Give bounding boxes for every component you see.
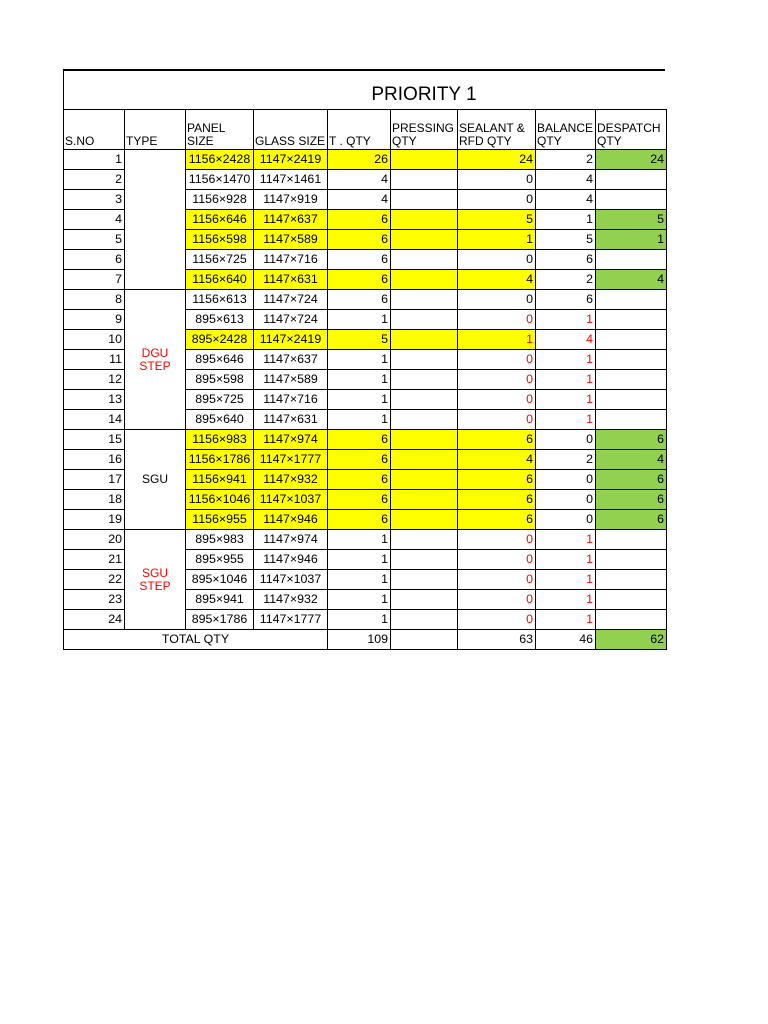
total-sealant: 63 [458, 630, 536, 650]
cell-sealant-qty: 0 [458, 610, 536, 630]
cell-despatch-qty [596, 190, 667, 210]
cell-balance-qty: 1 [536, 590, 596, 610]
cell-balance-qty: 2 [536, 270, 596, 290]
cell-pressing-qty [391, 250, 458, 270]
cell-sealant-qty: 0 [458, 530, 536, 550]
cell-despatch-qty [596, 370, 667, 390]
cell-total-qty: 1 [328, 410, 391, 430]
cell-glass-size: 1147×724 [254, 310, 328, 330]
cell-glass-size: 1147×946 [254, 550, 328, 570]
cell-total-qty: 6 [328, 250, 391, 270]
cell-sno: 22 [64, 570, 125, 590]
cell-sealant-qty: 0 [458, 550, 536, 570]
cell-total-qty: 1 [328, 530, 391, 550]
cell-pressing-qty [391, 190, 458, 210]
cell-panel-size: 895×725 [186, 390, 254, 410]
cell-balance-qty: 2 [536, 150, 596, 170]
cell-despatch-qty: 5 [596, 210, 667, 230]
cell-glass-size: 1147×932 [254, 470, 328, 490]
cell-glass-size: 1147×919 [254, 190, 328, 210]
cell-despatch-qty: 4 [596, 450, 667, 470]
cell-panel-size: 895×598 [186, 370, 254, 390]
cell-glass-size: 1147×2419 [254, 150, 328, 170]
cell-balance-qty: 5 [536, 230, 596, 250]
cell-glass-size: 1147×631 [254, 410, 328, 430]
cell-total-qty: 1 [328, 390, 391, 410]
cell-glass-size: 1147×974 [254, 530, 328, 550]
cell-total-qty: 6 [328, 230, 391, 250]
cell-glass-size: 1147×637 [254, 210, 328, 230]
cell-panel-size: 1156×725 [186, 250, 254, 270]
total-despatch: 62 [596, 630, 667, 650]
cell-sno: 16 [64, 450, 125, 470]
cell-balance-qty: 1 [536, 410, 596, 430]
cell-sealant-qty: 6 [458, 490, 536, 510]
cell-total-qty: 1 [328, 590, 391, 610]
cell-balance-qty: 1 [536, 530, 596, 550]
cell-panel-size: 895×955 [186, 550, 254, 570]
cell-pressing-qty [391, 410, 458, 430]
cell-total-qty: 4 [328, 190, 391, 210]
cell-despatch-qty [596, 530, 667, 550]
cell-glass-size: 1147×589 [254, 370, 328, 390]
cell-sno: 4 [64, 210, 125, 230]
cell-pressing-qty [391, 370, 458, 390]
cell-total-qty: 6 [328, 430, 391, 450]
cell-pressing-qty [391, 530, 458, 550]
cell-glass-size: 1147×1037 [254, 570, 328, 590]
cell-glass-size: 1147×631 [254, 270, 328, 290]
cell-balance-qty: 4 [536, 170, 596, 190]
cell-sno: 11 [64, 350, 125, 370]
cell-panel-size: 895×1786 [186, 610, 254, 630]
cell-balance-qty: 1 [536, 570, 596, 590]
cell-panel-size: 1156×1786 [186, 450, 254, 470]
cell-glass-size: 1147×932 [254, 590, 328, 610]
cell-balance-qty: 1 [536, 390, 596, 410]
cell-pressing-qty [391, 230, 458, 250]
cell-despatch-qty [596, 590, 667, 610]
total-row [64, 630, 667, 650]
cell-sno: 17 [64, 470, 125, 490]
total-pressing [391, 630, 458, 650]
cell-despatch-qty: 6 [596, 490, 667, 510]
cell-panel-size: 1156×941 [186, 470, 254, 490]
cell-sno: 18 [64, 490, 125, 510]
cell-despatch-qty [596, 410, 667, 430]
cell-panel-size: 1156×598 [186, 230, 254, 250]
cell-panel-size: 1156×983 [186, 430, 254, 450]
cell-glass-size: 1147×637 [254, 350, 328, 370]
header-type: TYPE [125, 110, 186, 150]
cell-pressing-qty [391, 350, 458, 370]
cell-total-qty: 6 [328, 470, 391, 490]
priority-sheet [63, 69, 665, 650]
cell-type-group: DGU STEP [125, 290, 186, 430]
cell-sno: 23 [64, 590, 125, 610]
cell-balance-qty: 0 [536, 470, 596, 490]
cell-panel-size: 1156×1046 [186, 490, 254, 510]
cell-balance-qty: 0 [536, 510, 596, 530]
cell-pressing-qty [391, 270, 458, 290]
cell-total-qty: 5 [328, 330, 391, 350]
cell-pressing-qty [391, 150, 458, 170]
cell-total-qty: 6 [328, 450, 391, 470]
cell-type-group: SGU STEP [125, 530, 186, 630]
cell-sealant-qty: 0 [458, 390, 536, 410]
cell-sno: 3 [64, 190, 125, 210]
cell-panel-size: 895×941 [186, 590, 254, 610]
cell-despatch-qty: 24 [596, 150, 667, 170]
cell-despatch-qty [596, 390, 667, 410]
header-balance-qty: BALANCE QTY [536, 110, 596, 150]
cell-sealant-qty: 0 [458, 310, 536, 330]
cell-type-group [125, 150, 186, 290]
cell-sealant-qty: 0 [458, 570, 536, 590]
cell-glass-size: 1147×1037 [254, 490, 328, 510]
cell-glass-size: 1147×1461 [254, 170, 328, 190]
cell-total-qty: 4 [328, 170, 391, 190]
cell-panel-size: 895×613 [186, 310, 254, 330]
cell-pressing-qty [391, 470, 458, 490]
cell-glass-size: 1147×2419 [254, 330, 328, 350]
cell-pressing-qty [391, 590, 458, 610]
cell-total-qty: 1 [328, 550, 391, 570]
cell-despatch-qty: 6 [596, 430, 667, 450]
cell-sealant-qty: 4 [458, 450, 536, 470]
cell-pressing-qty [391, 290, 458, 310]
cell-sealant-qty: 1 [458, 330, 536, 350]
cell-sno: 8 [64, 290, 125, 310]
table-row [64, 530, 667, 550]
cell-sno: 6 [64, 250, 125, 270]
cell-despatch-qty [596, 610, 667, 630]
cell-total-qty: 1 [328, 350, 391, 370]
header-pressing-qty: PRESSING QTY [391, 110, 458, 150]
cell-sno: 13 [64, 390, 125, 410]
cell-sno: 24 [64, 610, 125, 630]
cell-balance-qty: 1 [536, 610, 596, 630]
cell-pressing-qty [391, 550, 458, 570]
cell-sealant-qty: 0 [458, 410, 536, 430]
total-tqty: 109 [328, 630, 391, 650]
cell-balance-qty: 2 [536, 450, 596, 470]
cell-total-qty: 6 [328, 510, 391, 530]
cell-despatch-qty [596, 290, 667, 310]
total-balance: 46 [536, 630, 596, 650]
cell-despatch-qty: 6 [596, 470, 667, 490]
cell-despatch-qty [596, 350, 667, 370]
cell-sealant-qty: 0 [458, 350, 536, 370]
cell-glass-size: 1147×724 [254, 290, 328, 310]
cell-panel-size: 1156×1470 [186, 170, 254, 190]
cell-balance-qty: 4 [536, 330, 596, 350]
cell-total-qty: 1 [328, 310, 391, 330]
cell-despatch-qty [596, 330, 667, 350]
cell-glass-size: 1147×1777 [254, 610, 328, 630]
cell-panel-size: 895×640 [186, 410, 254, 430]
cell-pressing-qty [391, 430, 458, 450]
header-glass-size: GLASS SIZE [254, 110, 328, 150]
priority-table [63, 109, 667, 650]
cell-sealant-qty: 24 [458, 150, 536, 170]
cell-sealant-qty: 0 [458, 370, 536, 390]
header-sno: S.NO [64, 110, 125, 150]
cell-sealant-qty: 0 [458, 590, 536, 610]
cell-balance-qty: 1 [536, 210, 596, 230]
cell-despatch-qty: 6 [596, 510, 667, 530]
cell-glass-size: 1147×716 [254, 250, 328, 270]
cell-pressing-qty [391, 210, 458, 230]
header-sealant-qty: SEALANT & RFD QTY [458, 110, 536, 150]
title-bar [63, 69, 665, 109]
cell-total-qty: 26 [328, 150, 391, 170]
cell-despatch-qty [596, 310, 667, 330]
cell-sealant-qty: 0 [458, 170, 536, 190]
cell-sealant-qty: 1 [458, 230, 536, 250]
cell-balance-qty: 0 [536, 430, 596, 450]
cell-balance-qty: 6 [536, 250, 596, 270]
cell-pressing-qty [391, 170, 458, 190]
cell-glass-size: 1147×974 [254, 430, 328, 450]
table-row [64, 430, 667, 450]
cell-despatch-qty [596, 170, 667, 190]
table-row [64, 290, 667, 310]
cell-total-qty: 1 [328, 370, 391, 390]
cell-glass-size: 1147×589 [254, 230, 328, 250]
cell-panel-size: 1156×928 [186, 190, 254, 210]
cell-despatch-qty: 1 [596, 230, 667, 250]
cell-sno: 10 [64, 330, 125, 350]
cell-sno: 2 [64, 170, 125, 190]
cell-sno: 14 [64, 410, 125, 430]
cell-panel-size: 1156×613 [186, 290, 254, 310]
cell-glass-size: 1147×946 [254, 510, 328, 530]
cell-panel-size: 895×2428 [186, 330, 254, 350]
cell-glass-size: 1147×716 [254, 390, 328, 410]
cell-balance-qty: 1 [536, 310, 596, 330]
cell-sno: 15 [64, 430, 125, 450]
cell-panel-size: 895×1046 [186, 570, 254, 590]
cell-despatch-qty [596, 550, 667, 570]
cell-sealant-qty: 0 [458, 290, 536, 310]
cell-sealant-qty: 0 [458, 250, 536, 270]
cell-panel-size: 1156×640 [186, 270, 254, 290]
cell-sealant-qty: 6 [458, 470, 536, 490]
cell-total-qty: 1 [328, 570, 391, 590]
cell-balance-qty: 1 [536, 370, 596, 390]
cell-total-qty: 6 [328, 290, 391, 310]
cell-sealant-qty: 5 [458, 210, 536, 230]
header-panel-size: PANEL SIZE [186, 110, 254, 150]
cell-panel-size: 1156×646 [186, 210, 254, 230]
cell-despatch-qty [596, 250, 667, 270]
total-label: TOTAL QTY [64, 630, 328, 650]
cell-panel-size: 1156×2428 [186, 150, 254, 170]
cell-type-group: SGU [125, 430, 186, 530]
cell-total-qty: 6 [328, 270, 391, 290]
sheet-title: PRIORITY 1 [371, 84, 477, 105]
cell-balance-qty: 1 [536, 550, 596, 570]
cell-balance-qty: 6 [536, 290, 596, 310]
cell-sealant-qty: 4 [458, 270, 536, 290]
table-row [64, 150, 667, 170]
cell-glass-size: 1147×1777 [254, 450, 328, 470]
cell-sealant-qty: 6 [458, 510, 536, 530]
header-total-qty: T . QTY [328, 110, 391, 150]
cell-total-qty: 6 [328, 210, 391, 230]
cell-panel-size: 895×983 [186, 530, 254, 550]
cell-panel-size: 895×646 [186, 350, 254, 370]
cell-total-qty: 1 [328, 610, 391, 630]
cell-sno: 12 [64, 370, 125, 390]
cell-balance-qty: 4 [536, 190, 596, 210]
cell-sno: 21 [64, 550, 125, 570]
cell-sno: 20 [64, 530, 125, 550]
cell-pressing-qty [391, 490, 458, 510]
cell-pressing-qty [391, 310, 458, 330]
cell-sno: 9 [64, 310, 125, 330]
cell-pressing-qty [391, 450, 458, 470]
cell-pressing-qty [391, 330, 458, 350]
cell-despatch-qty: 4 [596, 270, 667, 290]
header-despatch-qty: DESPATCH QTY [596, 110, 667, 150]
cell-balance-qty: 0 [536, 490, 596, 510]
cell-sealant-qty: 0 [458, 190, 536, 210]
cell-panel-size: 1156×955 [186, 510, 254, 530]
cell-sno: 5 [64, 230, 125, 250]
cell-pressing-qty [391, 510, 458, 530]
cell-pressing-qty [391, 610, 458, 630]
header-row [64, 110, 667, 150]
cell-balance-qty: 1 [536, 350, 596, 370]
cell-pressing-qty [391, 390, 458, 410]
cell-sno: 19 [64, 510, 125, 530]
cell-sno: 7 [64, 270, 125, 290]
cell-sno: 1 [64, 150, 125, 170]
cell-sealant-qty: 6 [458, 430, 536, 450]
cell-total-qty: 6 [328, 490, 391, 510]
cell-pressing-qty [391, 570, 458, 590]
cell-despatch-qty [596, 570, 667, 590]
table-body [64, 150, 667, 630]
